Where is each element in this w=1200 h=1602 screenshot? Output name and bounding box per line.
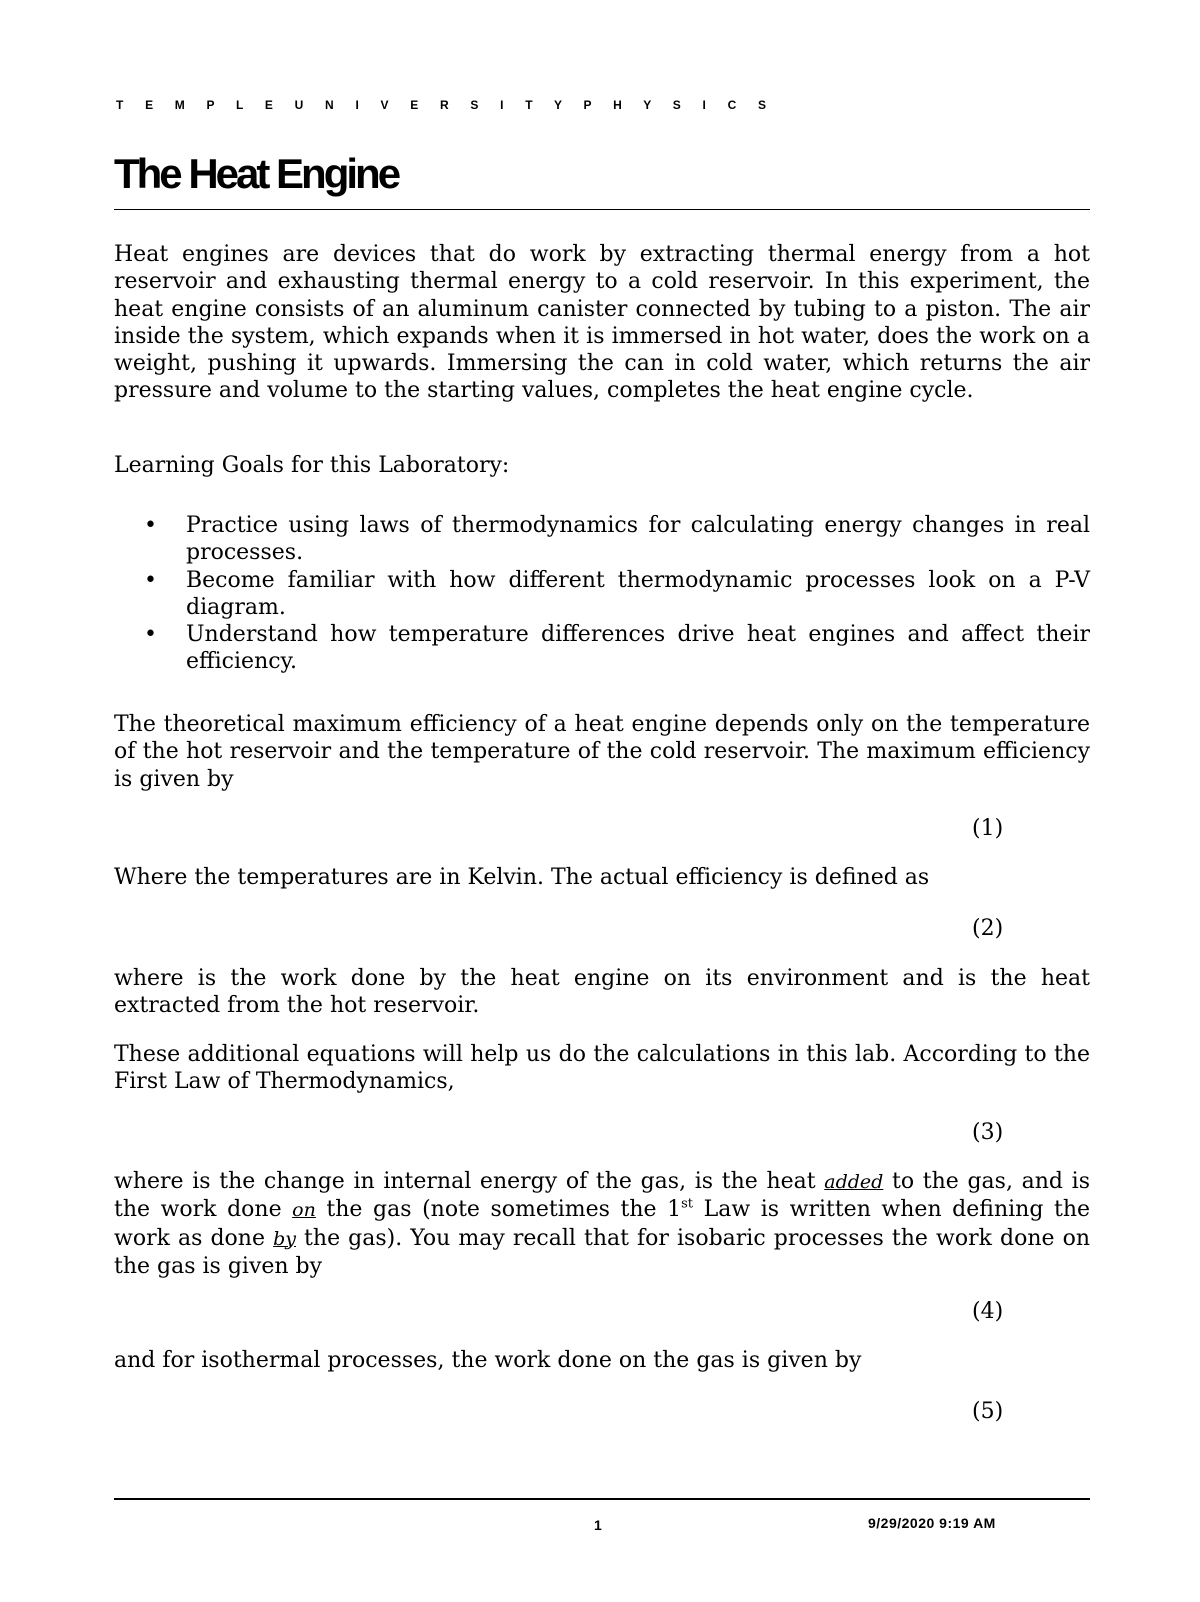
goals-heading: Learning Goals for this Laboratory: xyxy=(114,453,510,478)
page-title: The Heat Engine xyxy=(114,150,399,197)
first-law-text: to the gas, and is the work done xyxy=(114,1169,1090,1223)
first-law-text: where is the change in internal energy of the gas, is the heat xyxy=(114,1169,825,1194)
kelvin-paragraph: Where the temperatures are in Kelvin. The actual efficiency is defined as xyxy=(114,865,930,890)
goal-text: Understand how temperature differences drive heat engines and affect their efficiency. xyxy=(186,622,1090,675)
page-number: 1 xyxy=(594,1517,602,1533)
additional-paragraph: These additional equations will help us do the calculations in this lab. According to the First Law of Thermodynamics, xyxy=(114,1042,1090,1095)
equation-number-3: (3) xyxy=(972,1120,1004,1145)
emphasis-added: added xyxy=(824,1171,884,1193)
footer-divider xyxy=(114,1498,1090,1500)
goal-text: Practice using laws of thermodynamics for calculating energy changes in real processes. xyxy=(186,513,1090,566)
goal-item xyxy=(114,512,1090,567)
equation-number-2: (2) xyxy=(972,916,1004,941)
intro-paragraph: Heat engines are devices that do work by extracting thermal energy from a hot reservoir and exhausting thermal energy to a cold reservoir. In this experiment, the heat engine consists of an aluminum canister connected by tubing to a piston. The air inside the system, which expands when it is immersed in hot water, does the work on a weight, pushing it upwards. Immersing the can in cold water, which returns the air pressure and volume to the starting values, completes the heat engine cycle. xyxy=(114,242,1090,404)
bullet-icon: • xyxy=(144,513,157,538)
goal-item xyxy=(114,621,1090,676)
emphasis-on: on xyxy=(292,1199,316,1222)
first-law-text: the gas). You may recall that for isobaric processes the work done on the gas is given by xyxy=(114,1225,1090,1279)
isothermal-paragraph: and for isothermal processes, the work done on the gas is given by xyxy=(114,1348,862,1373)
goals-list xyxy=(114,512,1090,676)
first-law-paragraph xyxy=(114,1168,1090,1280)
bullet-icon: • xyxy=(144,622,157,648)
superscript-st: st xyxy=(681,1196,694,1212)
header-institution: T E M P L E U N I V E R S I T Y P H Y S I C S xyxy=(116,98,776,112)
first-law-text: the gas (note sometimes the 1 xyxy=(315,1197,682,1223)
title-divider xyxy=(114,209,1090,210)
equation-number-1: (1) xyxy=(972,816,1004,841)
bullet-icon: • xyxy=(144,567,157,593)
emphasis-by: by xyxy=(273,1227,296,1250)
work-paragraph: where is the work done by the heat engine on its environment and is the heat extracted from the hot reservoir. xyxy=(114,966,1090,1019)
footer-date: 9/29/2020 9:19 AM xyxy=(868,1515,996,1531)
first-law-text: Law is written when defining the work as done xyxy=(114,1197,1091,1251)
goal-item xyxy=(114,567,1090,622)
equation-number-5: (5) xyxy=(972,1399,1004,1424)
efficiency-paragraph: The theoretical maximum efficiency of a heat engine depends only on the temperature of the hot reservoir and the temperature of the cold reservoir. The maximum efficiency is given by xyxy=(114,712,1090,792)
equation-number-4: (4) xyxy=(972,1299,1004,1324)
goal-text: Become familiar with how different thermodynamic processes look on a P-V diagram. xyxy=(186,567,1090,620)
